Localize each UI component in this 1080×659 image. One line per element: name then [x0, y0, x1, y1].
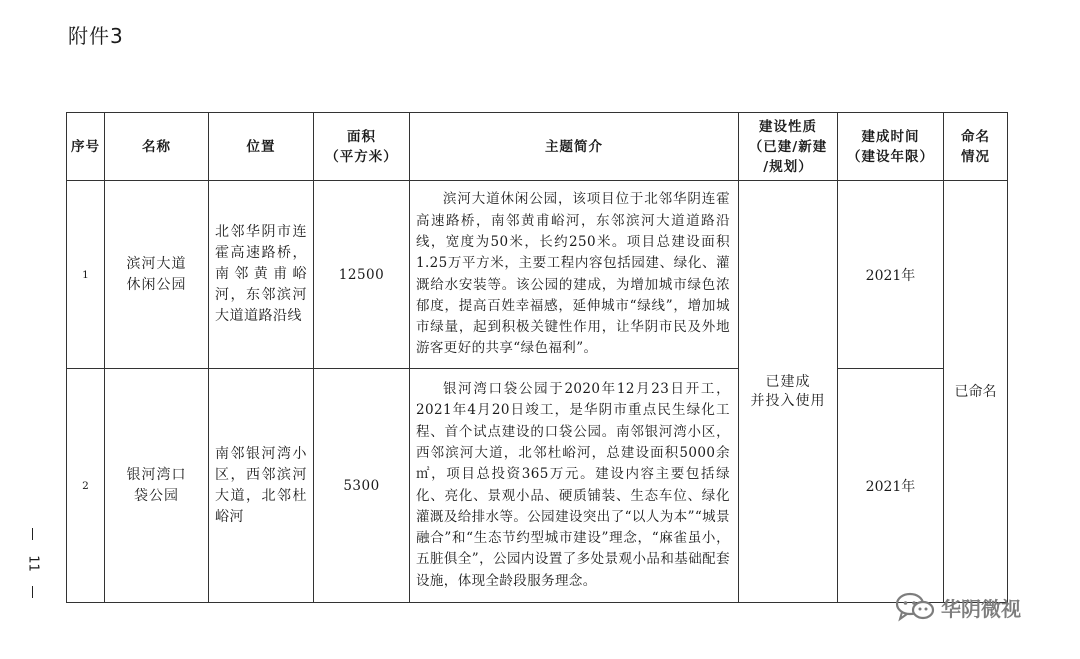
header-naming-line2: 情况 — [961, 148, 990, 165]
row-year: 2021年 — [838, 181, 944, 369]
wechat-icon — [895, 592, 935, 622]
row-location: 南邻银河湾小区，西邻滨河大道，北邻杜峪河 — [209, 369, 314, 603]
construction-status-line2: 并投入使用 — [750, 392, 826, 409]
header-naming — [944, 113, 1008, 181]
row-index: 2 — [67, 369, 105, 603]
construction-status — [739, 181, 838, 603]
table-row — [67, 369, 1008, 603]
header-time-line2: （建设年限） — [847, 148, 934, 165]
header-area — [314, 113, 410, 181]
header-naming-line1: 命名 — [961, 128, 990, 145]
header-time — [838, 113, 944, 181]
row-summary-text: 滨河大道休闲公园，该项目位于北邻华阴连霍高速路桥，南邻黄甫峪河，东邻滨河大道道路沿线，宽度为50米，长约250米。项目总建设面积1.25万平方米，主要工程内容包括园建、绿化、灌溉给水安装等。该公园的建成，为增加城市绿色浓郁度，提高百姓幸福感，延伸城市“绿线”，增加城市绿量，起到积极关键性作用，让华阴市民及外地游客更好的共享“绿色福利”。 — [416, 191, 730, 357]
row-index: 1 — [67, 181, 105, 369]
row-year: 2021年 — [838, 369, 944, 603]
page-number — [24, 528, 42, 598]
page-number-dash-bottom — [32, 586, 33, 598]
table-row — [67, 181, 1008, 369]
header-summary: 主题简介 — [410, 113, 739, 181]
row-summary — [410, 369, 739, 603]
row-name: 银河湾口袋公园 — [105, 369, 209, 603]
park-info-table — [66, 112, 1008, 603]
header-nature-line1: 建设性质 — [759, 118, 817, 135]
page-number-text: 11 — [25, 555, 41, 572]
page-number-dash-top — [32, 528, 33, 540]
header-name: 名称 — [105, 113, 209, 181]
table-header-row — [67, 113, 1008, 181]
header-nature-line2: （已建/新建 — [748, 138, 828, 155]
header-nature — [739, 113, 838, 181]
row-area: 12500 — [314, 181, 410, 369]
naming-status: 已命名 — [944, 181, 1008, 603]
brand-watermark — [895, 592, 1021, 622]
header-area-line1: 面积 — [347, 128, 376, 145]
row-area: 5300 — [314, 369, 410, 603]
brand-name: 华阴微视 — [941, 596, 1021, 621]
row-summary — [410, 181, 739, 369]
header-index: 序号 — [67, 113, 105, 181]
header-location: 位置 — [209, 113, 314, 181]
row-name: 滨河大道休闲公园 — [105, 181, 209, 369]
construction-status-line1: 已建成 — [765, 373, 811, 390]
row-summary-text: 银河湾口袋公园于2020年12月23日开工，2021年4月20日竣工，是华阴市重点民生绿化工程、首个试点建设的口袋公园。南邻银河湾小区，西邻滨河大道，北邻杜峪河，总建设面积5000余㎡，项目总投资365万元。建设内容主要包括绿化、亮化、景观小品、硬质铺装、生态车位、绿化灌溉及给排水等。公园建设突出了“以人为本”“城景融合”和“生态节约型城市建设”理念，“麻雀虽小，五脏俱全”，公园内设置了多处景观小品和基础配套设施，体现全龄段服务理念。 — [416, 381, 730, 589]
header-nature-line3: /规划） — [763, 158, 813, 175]
row-location: 北邻华阴市连霍高速路桥，南邻黄甫峪河，东邻滨河大道道路沿线 — [209, 181, 314, 369]
annex-label: 附件3 — [68, 24, 124, 48]
header-time-line1: 建成时间 — [861, 128, 920, 145]
header-area-line2: （平方米） — [325, 148, 398, 165]
